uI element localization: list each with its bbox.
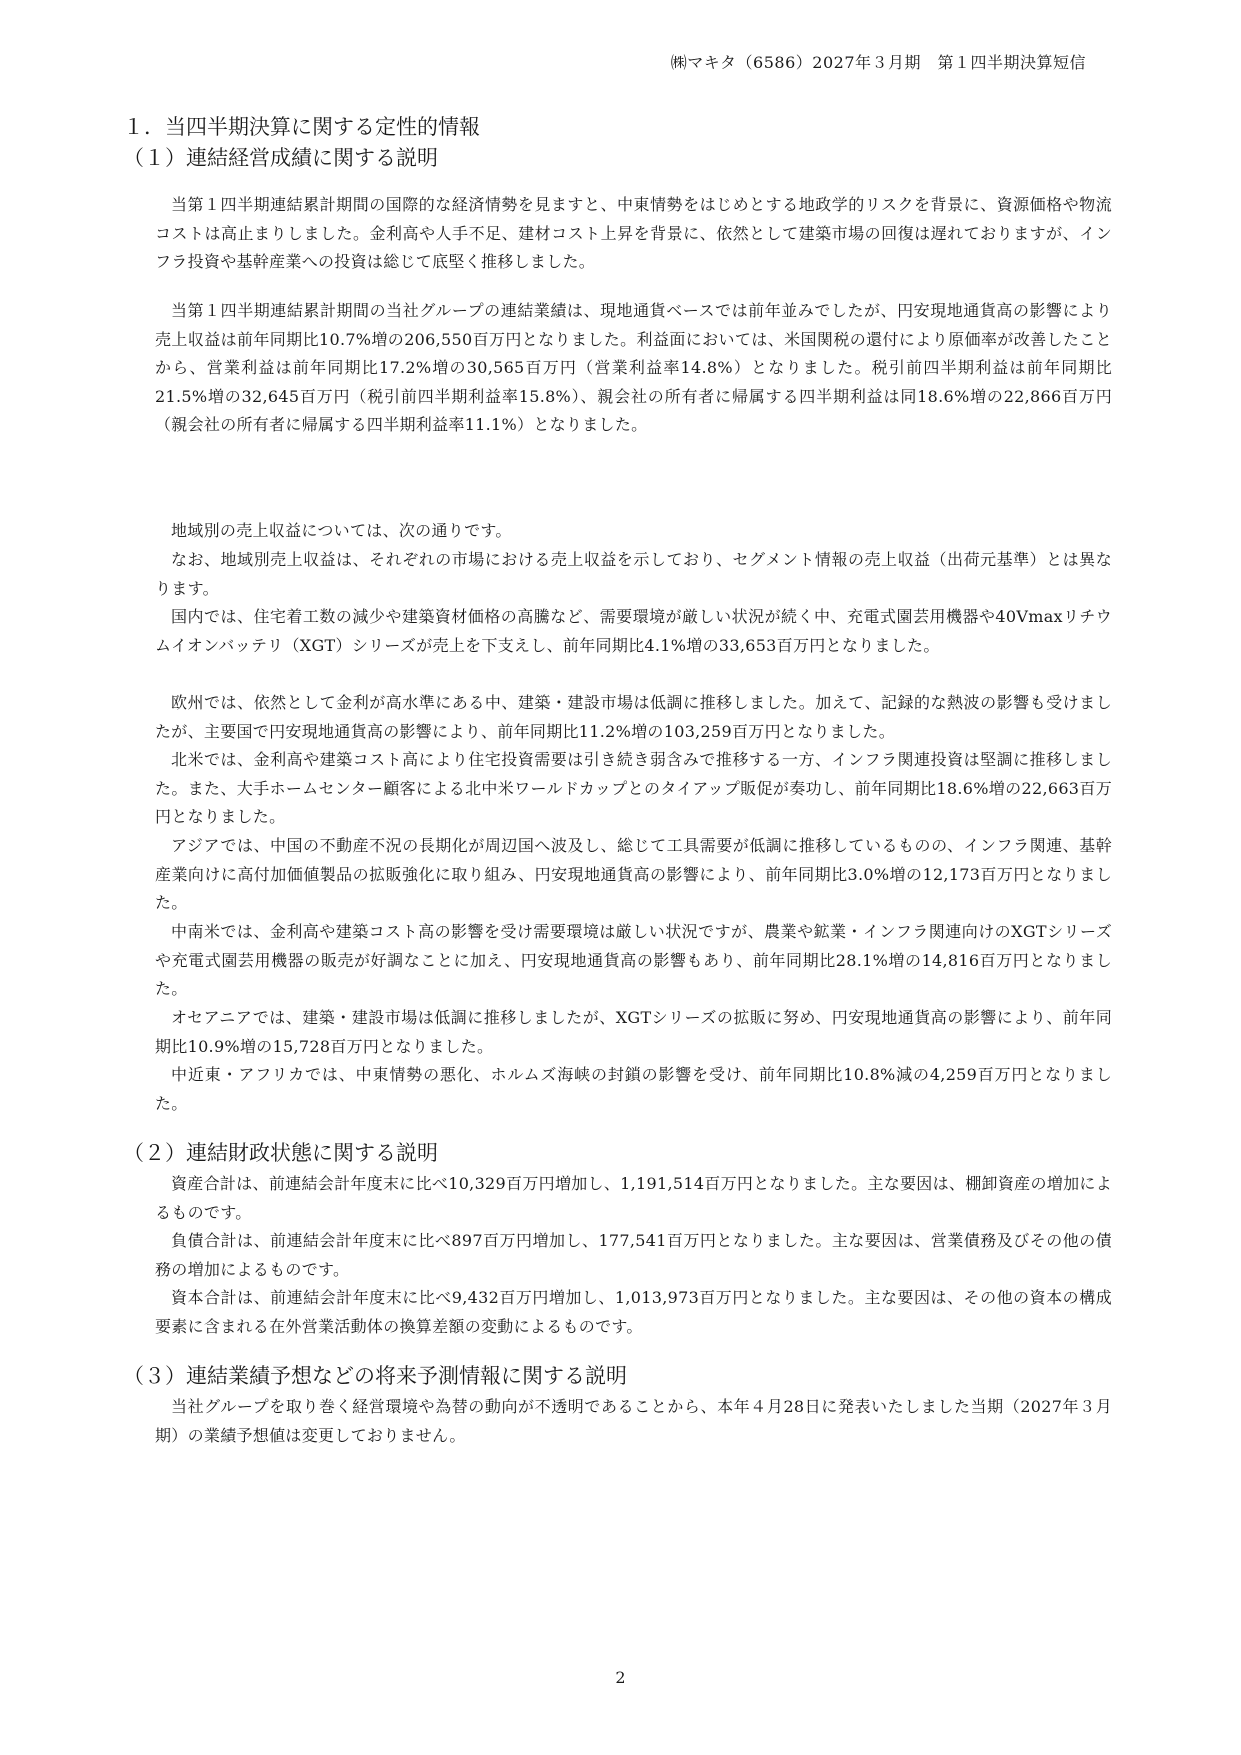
subsection-1-title: （１）連結経営成績に関する説明 <box>123 146 438 170</box>
paragraph-latin-america: 中南米では、金利高や建築コスト高の影響を受け需要環境は厳しい状況ですが、農業や鉱業・インフラ関連向けのXGTシリーズや充電式園芸用機器の販売が好調なことに加え、円安現地通貨高の影響もあり、前年同期比28.1%増の14,816百万円となりました。 <box>155 922 1112 998</box>
subsection-2-title: （２）連結財政状態に関する説明 <box>123 1141 438 1165</box>
paragraph-regional-note: なお、地域別売上収益は、それぞれの市場における売上収益を示しており、セグメント情報の売上収益（出荷元基準）とは異なります。 <box>155 550 1112 598</box>
paragraph-oceania: オセアニアでは、建築・建設市場は低調に推移しましたが、XGTシリーズの拡販に努め、円安現地通貨高の影響により、前年同期比10.9%増の15,728百万円となりました。 <box>155 1008 1112 1056</box>
paragraph-regional-intro: 地域別の売上収益については、次の通りです。 <box>171 521 512 540</box>
paragraph-middle-east-africa: 中近東・アフリカでは、中東情勢の悪化、ホルムズ海峡の封鎖の影響を受け、前年同期比10.8%減の4,259百万円となりました。 <box>155 1065 1112 1113</box>
paragraph-north-america: 北米では、金利高や建築コスト高により住宅投資需要は引き続き弱含みで推移する一方、インフラ関連投資は堅調に推移しました。また、大手ホームセンター顧客による北中米ワールドカップとのタイアップ販促が奏功し、前年同期比18.6%増の22,663百万円となりました。 <box>155 750 1112 826</box>
paragraph-economy: 当第１四半期連結累計期間の国際的な経済情勢を見ますと、中東情勢をはじめとする地政学的リスクを背景に、資源価格や物流コストは高止まりしました。金利高や人手不足、建材コスト上昇を背景に、依然として建築市場の回復は遅れておりますが、インフラ投資や基幹産業への投資は総じて底堅く推移しました。 <box>155 195 1112 271</box>
paragraph-assets: 資産合計は、前連結会計年度末に比べ10,329百万円増加し、1,191,514百万円となりました。主な要因は、棚卸資産の増加によるものです。 <box>155 1174 1112 1222</box>
paragraph-europe: 欧州では、依然として金利が高水準にある中、建築・建設市場は低調に推移しました。加えて、記録的な熱波の影響も受けましたが、主要国で円安現地通貨高の影響により、前年同期比11.2%増の103,259百万円となりました。 <box>155 693 1112 741</box>
paragraph-japan: 国内では、住宅着工数の減少や建築資材価格の高騰など、需要環境が厳しい状況が続く中、充電式園芸用機器や40Vmaxリチウムイオンバッテリ（XGT）シリーズが売上を下支えし、前年同期比4.1%増の33,653百万円となりました。 <box>155 607 1112 655</box>
paragraph-asia: アジアでは、中国の不動産不況の長期化が周辺国へ波及し、総じて工具需要が低調に推移しているものの、インフラ関連、基幹産業向けに高付加価値製品の拡販強化に取り組み、円安現地通貨高の影響により、前年同期比3.0%増の12,173百万円となりました。 <box>155 836 1112 912</box>
document-header: ㈱マキタ（6586）2027年３月期 第１四半期決算短信 <box>670 53 1086 72</box>
paragraph-forecast: 当社グループを取り巻く経営環境や為替の動向が不透明であることから、本年４月28日に発表いたしました当期（2027年３月期）の業績予想値は変更しておりません。 <box>155 1397 1112 1445</box>
paragraph-liabilities: 負債合計は、前連結会計年度末に比べ897百万円増加し、177,541百万円となりました。主な要因は、営業債務及びその他の債務の増加によるものです。 <box>155 1231 1112 1279</box>
paragraph-equity: 資本合計は、前連結会計年度末に比べ9,432百万円増加し、1,013,973百万円となりました。主な要因は、その他の資本の構成要素に含まれる在外営業活動体の換算差額の変動によるものです。 <box>155 1288 1112 1336</box>
paragraph-results: 当第１四半期連結累計期間の当社グループの連結業績は、現地通貨ベースでは前年並みでしたが、円安現地通貨高の影響により売上収益は前年同期比10.7%増の206,550百万円となりました。利益面においては、米国関税の還付により原価率が改善したことから、営業利益は前年同期比17.2%増の30,565百万円（営業利益率14.8%）となりました。税引前四半期利益は前年同期比21.5%増の32,645百万円（税引前四半期利益率15.8%）、親会社の所有者に帰属する四半期利益は同18.6%増の22,866百万円（親会社の所有者に帰属する四半期利益率11.1%）となりました。 <box>155 301 1112 434</box>
subsection-3-title: （３）連結業績予想などの将来予測情報に関する説明 <box>123 1364 627 1388</box>
page-number: 2 <box>615 1668 626 1687</box>
section-1-title: １．当四半期決算に関する定性的情報 <box>123 115 480 139</box>
